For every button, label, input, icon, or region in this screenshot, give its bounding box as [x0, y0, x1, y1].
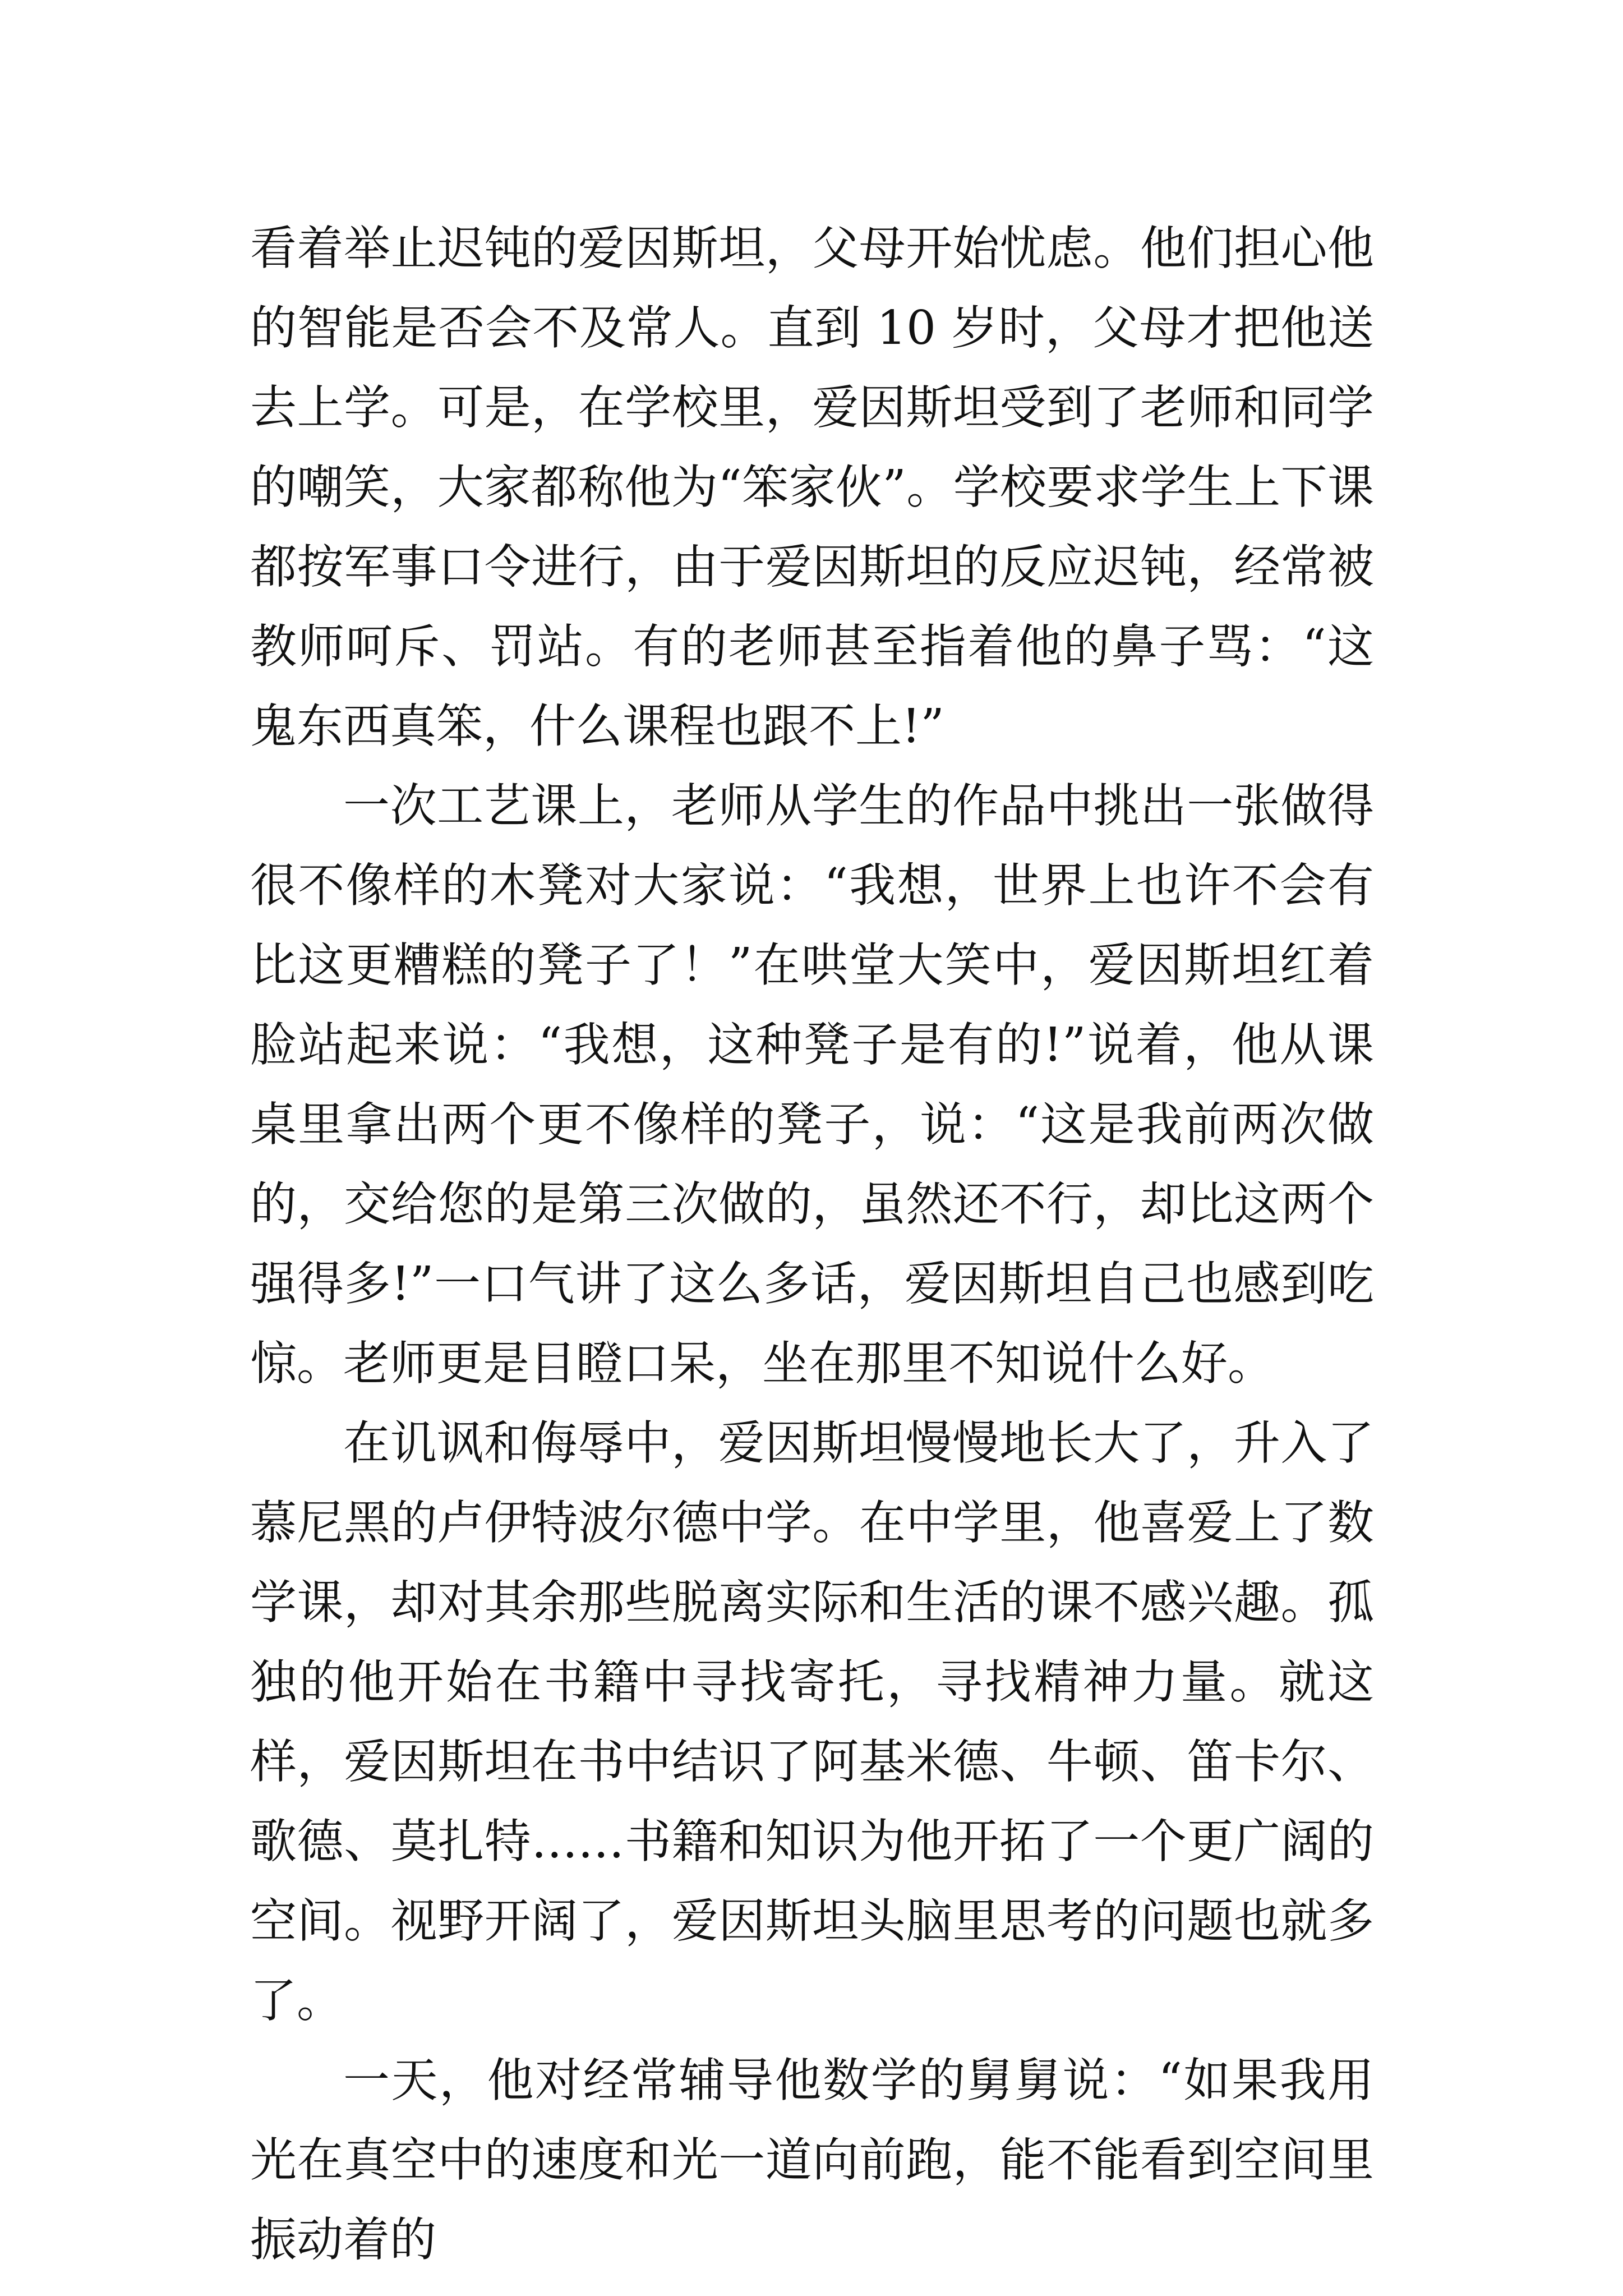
article-body [250, 209, 1374, 2280]
paragraph-3: 在讥讽和侮辱中，爱因斯坦慢慢地长大了，升入了慕尼黑的卢伊特波尔德中学。在中学里，他喜爱上了数学课，却对其余那些脱离实际和生活的课不感兴趣。孤独的他开始在书籍中寻找寄托，寻找精神力量。就这样，爱因斯坦在书中结识了阿基米德、牛顿、笛卡尔、歌德、莫扎特……书籍和知识为他开拓了一个更广阔的空间。视野开阔了，爱因斯坦头脑里思考的问题也就多了。 [250, 1416, 1374, 2028]
paragraph-2: 一次工艺课上，老师从学生的作品中挑出一张做得很不像样的木凳对大家说：“我想，世界上也许不会有比这更糟糕的凳子了！”在哄堂大笑中，爱因斯坦红着脸站起来说：“我想，这种凳子是有的!”说着，他从课桌里拿出两个更不像样的凳子，说：“这是我前两次做的，交给您的是第三次做的，虽然还不行，却比这两个强得多!”一口气讲了这么多话，爱因斯坦自己也感到吃惊。老师更是目瞪口呆，坐在那里不知说什么好。 [250, 779, 1374, 1391]
paragraph-4: 一天，他对经常辅导他数学的舅舅说：“如果我用光在真空中的速度和光一道向前跑，能不能看到空间里振动着的 [250, 2053, 1374, 2267]
paragraph-1: 看着举止迟钝的爱因斯坦，父母开始忧虑。他们担心他的智能是否会不及常人。直到 10 岁时，父母才把他送去上学。可是，在学校里，爱因斯坦受到了老师和同学的嘲笑，大家都称他为“笨家伙”。学校要求学生上下课都按军事口令进行，由于爱因斯坦的反应迟钝，经常被教师呵斥、罚站。有的老师甚至指着他的鼻子骂：“这鬼东西真笨，什么课程也跟不上!” [250, 221, 1374, 753]
